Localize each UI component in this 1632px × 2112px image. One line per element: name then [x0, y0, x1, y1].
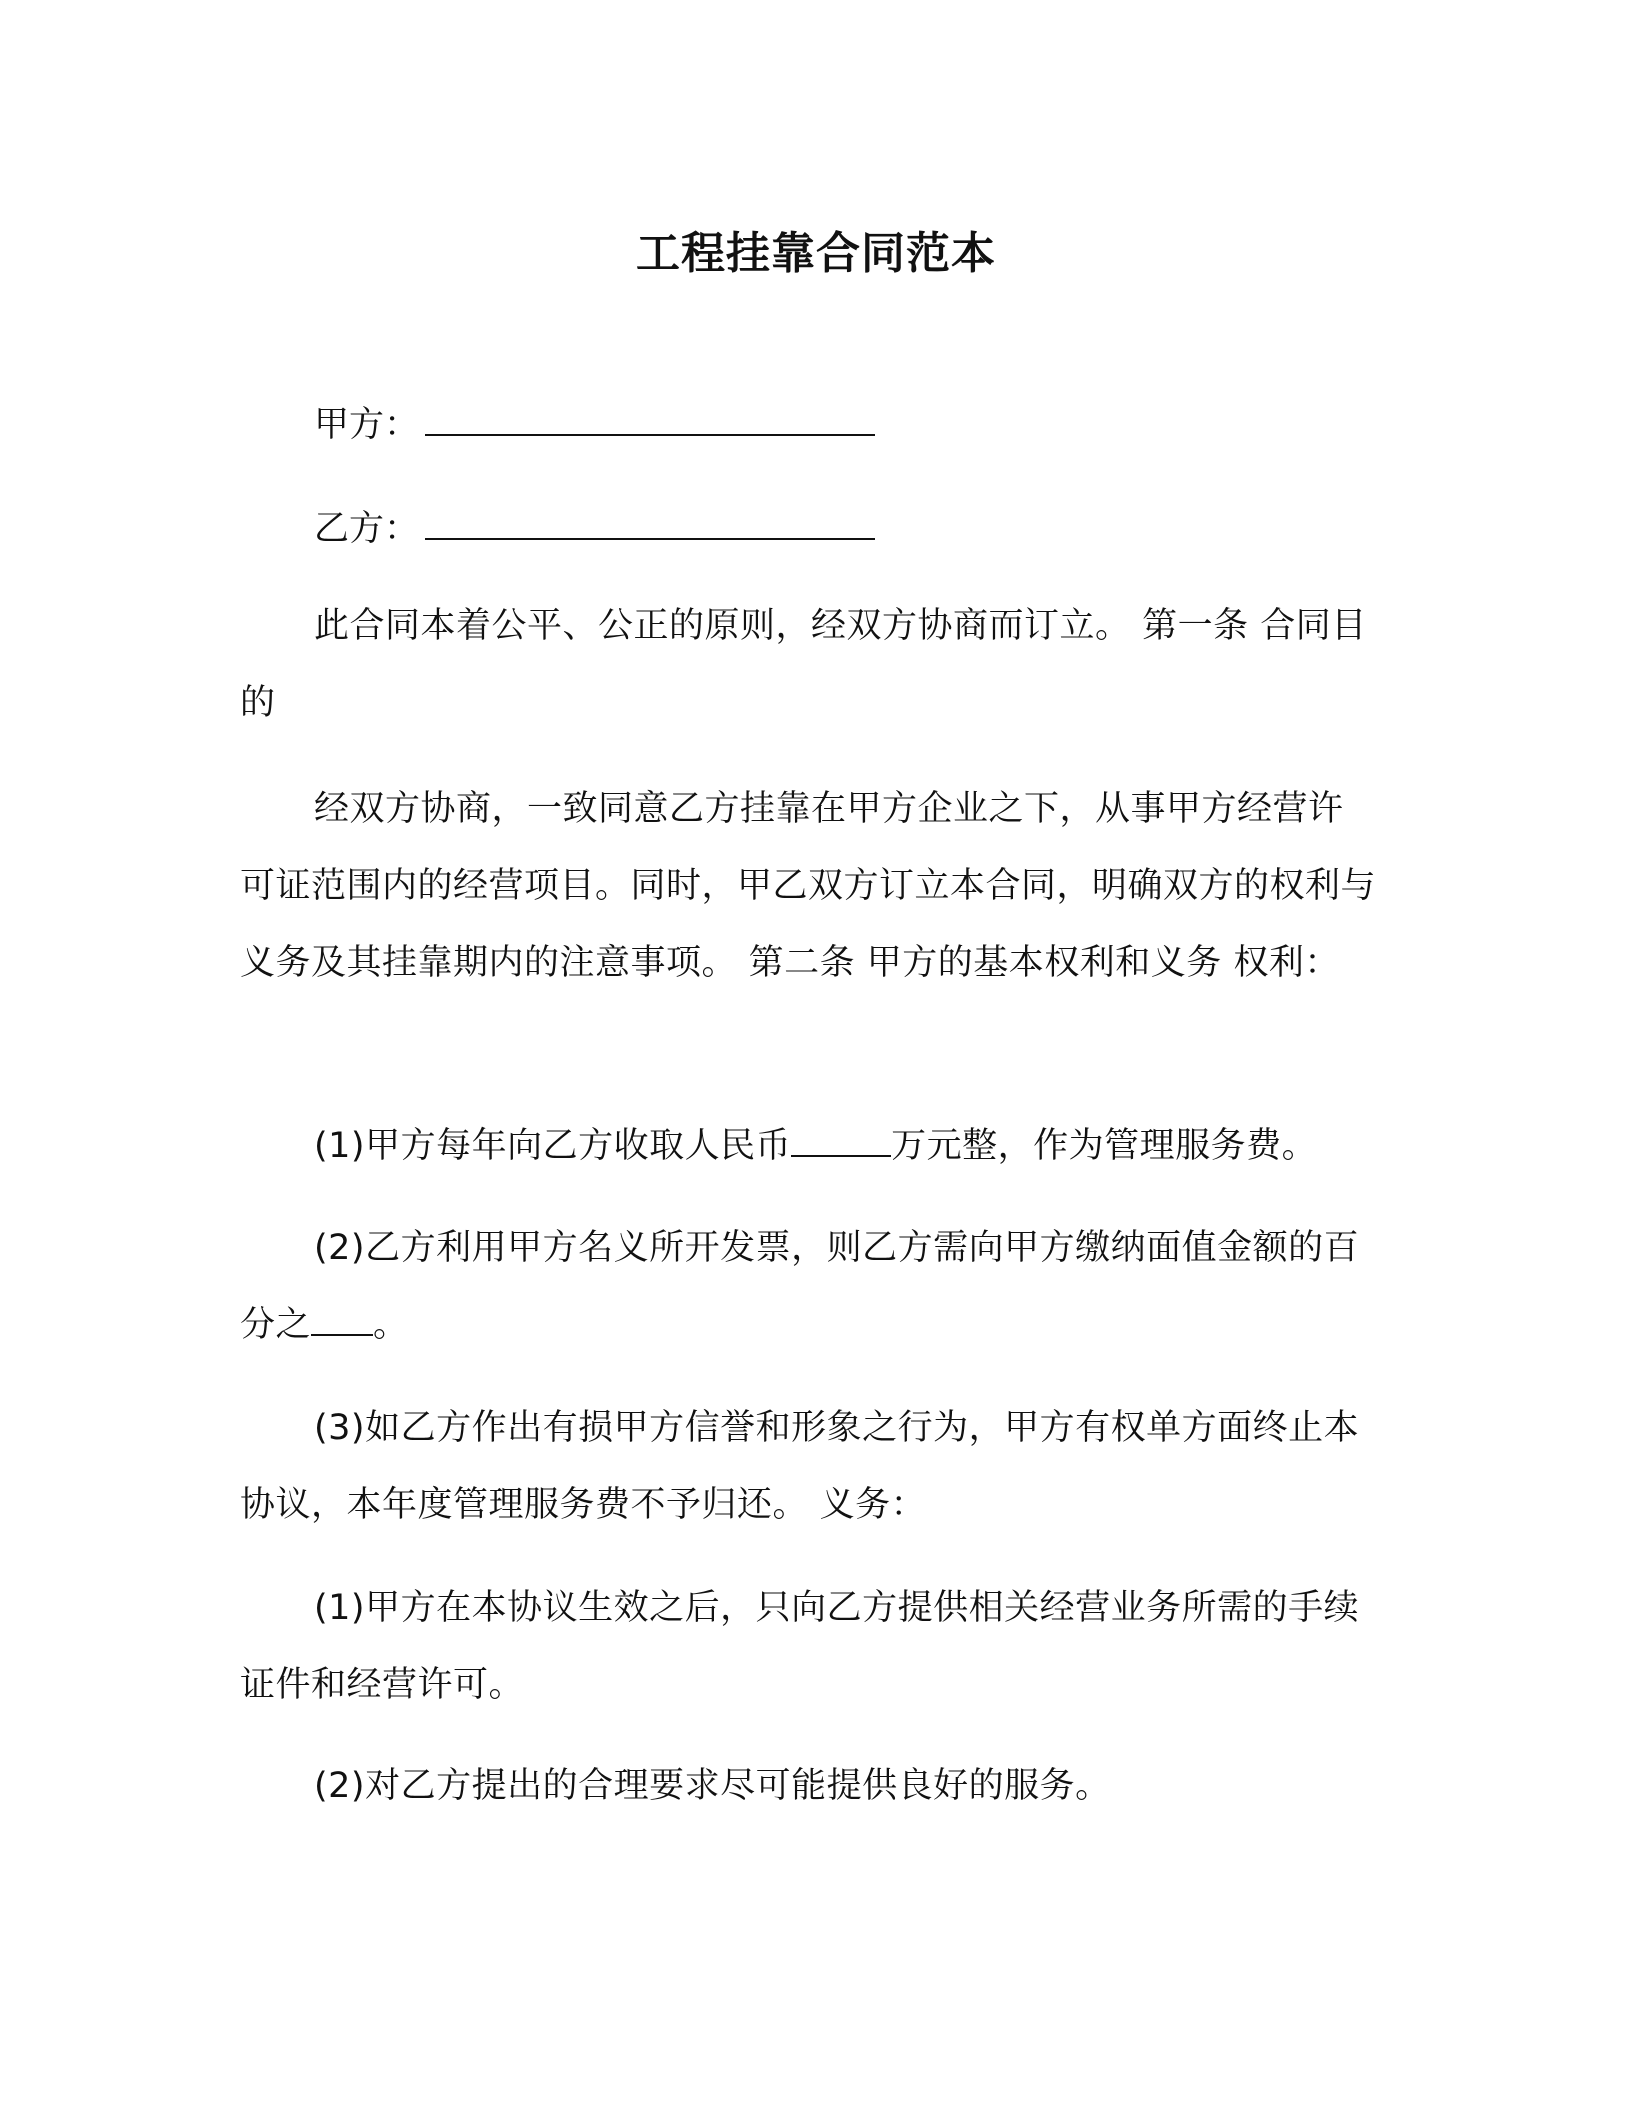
party-b-label: 乙方：	[314, 509, 420, 549]
party-a-blank	[425, 396, 875, 436]
party-a-label: 甲方：	[314, 405, 420, 445]
percentage-blank	[311, 1300, 373, 1336]
paragraph-right-3: (3)如乙方作出有损甲方信誉和形象之行为，甲方有权单方面终止本协议，本年度管理服务费不予归还。 义务：	[240, 1408, 1360, 1525]
paragraph-intro: 此合同本着公平、公正的原则，经双方协商而订立。 第一条 合同目的	[240, 606, 1367, 723]
paragraph-obligation-2: (2)对乙方提出的合理要求尽可能提供良好的服务。	[314, 1766, 1111, 1806]
right-2-text-after: 。	[373, 1305, 409, 1345]
party-a-line	[314, 396, 875, 450]
paragraph-right-2	[240, 1210, 1376, 1364]
right-1-text-after: 万元整，作为管理服务费。	[891, 1126, 1318, 1166]
paragraph-purpose: 经双方协商，一致同意乙方挂靠在甲方企业之下，从事甲方经营许可证范围内的经营项目。同时，甲乙双方订立本合同，明确双方的权利与义务及其挂靠期内的注意事项。 第二条 甲方的基本权利和义务 权利：	[240, 789, 1377, 983]
paragraph-right-1	[240, 1108, 1376, 1185]
document-title: 工程挂靠合同范本	[636, 228, 996, 279]
right-1-text-before: (1)甲方每年向乙方收取人民币	[314, 1126, 792, 1166]
party-b-line	[314, 500, 875, 554]
fee-amount-blank	[791, 1121, 891, 1157]
right-2-text-before: (2)乙方利用甲方名义所开发票，则乙方需向甲方缴纳面值金额的百分之	[240, 1228, 1360, 1345]
paragraph-obligation-1: (1)甲方在本协议生效之后，只向乙方提供相关经营业务所需的手续证件和经营许可。	[240, 1588, 1360, 1705]
party-b-blank	[425, 500, 875, 540]
